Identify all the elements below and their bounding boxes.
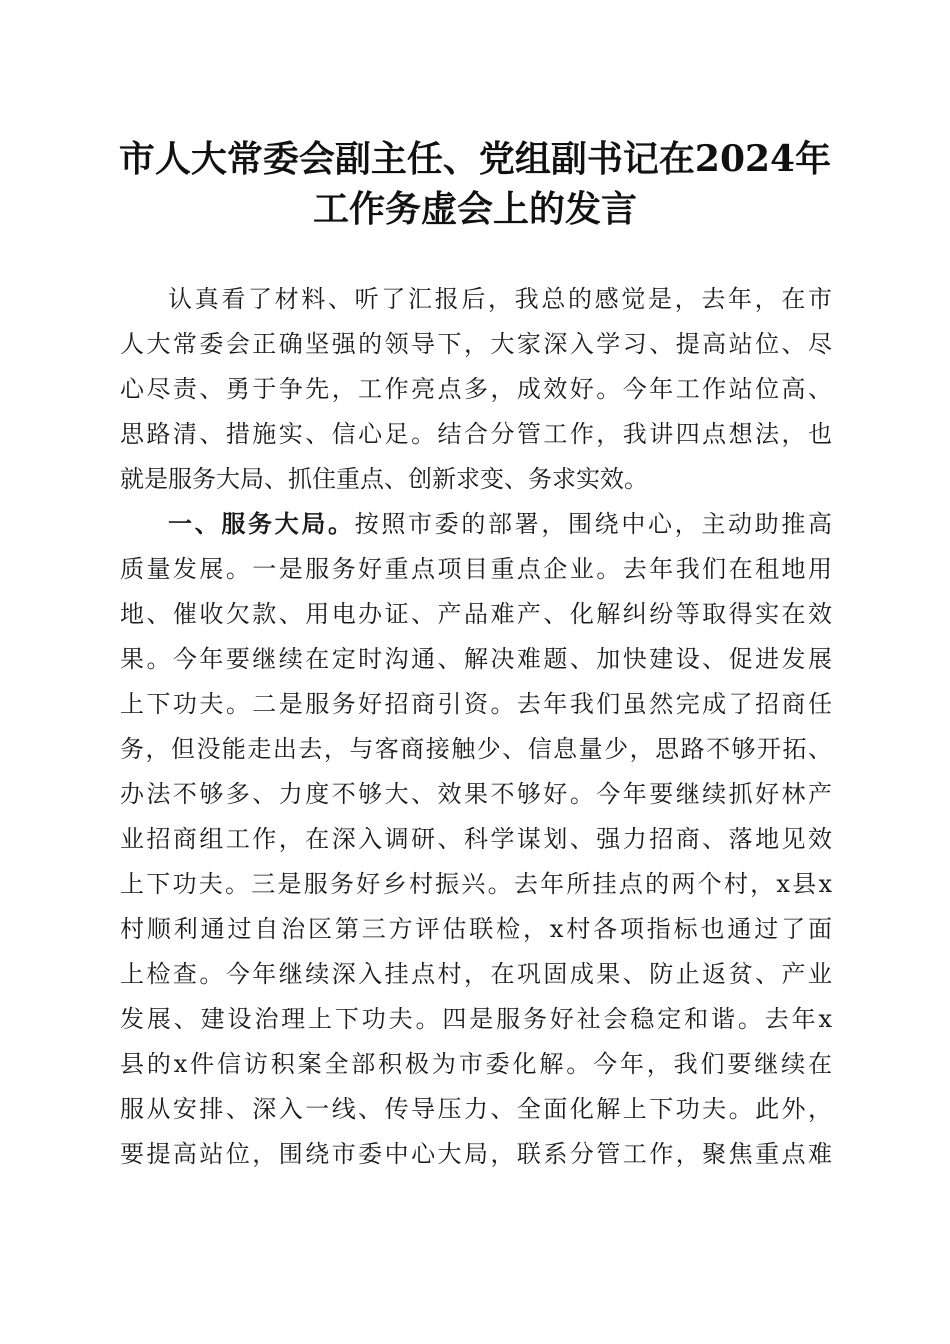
intro-paragraph [120, 277, 832, 502]
text-line: 质量发展。一是服务好重点项目重点企业。去年我们在租地用 [120, 555, 832, 583]
document-body [120, 277, 832, 1177]
document-title [100, 134, 850, 234]
text-line: 务，但没能走出去，与客商接触少、信息量少，思路不够开拓、 [120, 735, 832, 763]
text-line: 上检查。今年继续深入挂点村，在巩固成果、防止返贫、产业 [120, 960, 832, 988]
title-line-1: 市人大常委会副主任、党组副书记在2024年 [118, 138, 832, 180]
text-line: 发展、建设治理上下功夫。四是服务好社会稳定和谐。去年x [120, 1005, 832, 1033]
section-1-paragraph [120, 502, 832, 1177]
section-1-first-line-text: 按照市委的部署，围绕中心，主动助推高 [354, 510, 833, 538]
section-1-first-line [120, 502, 832, 547]
text-line: 要提高站位，围绕市委中心大局，联系分管工作，聚焦重点难 [120, 1140, 832, 1168]
text-line: 服从安排、深入一线、传导压力、全面化解上下功夫。此外， [120, 1095, 832, 1123]
text-line: 上下功夫。二是服务好招商引资。去年我们虽然完成了招商任 [120, 690, 832, 718]
text-line: 果。今年要继续在定时沟通、解决难题、加快建设、促进发展 [120, 645, 832, 673]
text-line: 认真看了材料、听了汇报后，我总的感觉是，去年，在市 [168, 285, 832, 313]
text-line: 人大常委会正确坚强的领导下，大家深入学习、提高站位、尽 [120, 330, 832, 358]
title-line-2: 工作务虚会上的发言 [312, 188, 637, 230]
text-line: 心尽责、勇于争先，工作亮点多，成效好。今年工作站位高、 [120, 375, 832, 403]
text-line: 上下功夫。三是服务好乡村振兴。去年所挂点的两个村，x县x [120, 870, 832, 898]
text-line: 办法不够多、力度不够大、效果不够好。今年要继续抓好林产 [120, 780, 832, 808]
text-line: 地、催收欠款、用电办证、产品难产、化解纠纷等取得实在效 [120, 600, 832, 628]
text-line: 业招商组工作，在深入调研、科学谋划、强力招商、落地见效 [120, 825, 832, 853]
section-1-heading: 一、服务大局。 [168, 510, 355, 538]
text-line: 思路清、措施实、信心足。结合分管工作，我讲四点想法，也 [120, 420, 832, 448]
text-line: 村顺利通过自治区第三方评估联检，x村各项指标也通过了面 [120, 915, 832, 943]
text-line: 就是服务大局、抓住重点、创新求变、务求实效。 [120, 465, 648, 493]
text-line: 县的x件信访积案全部积极为市委化解。今年，我们要继续在 [120, 1050, 832, 1078]
